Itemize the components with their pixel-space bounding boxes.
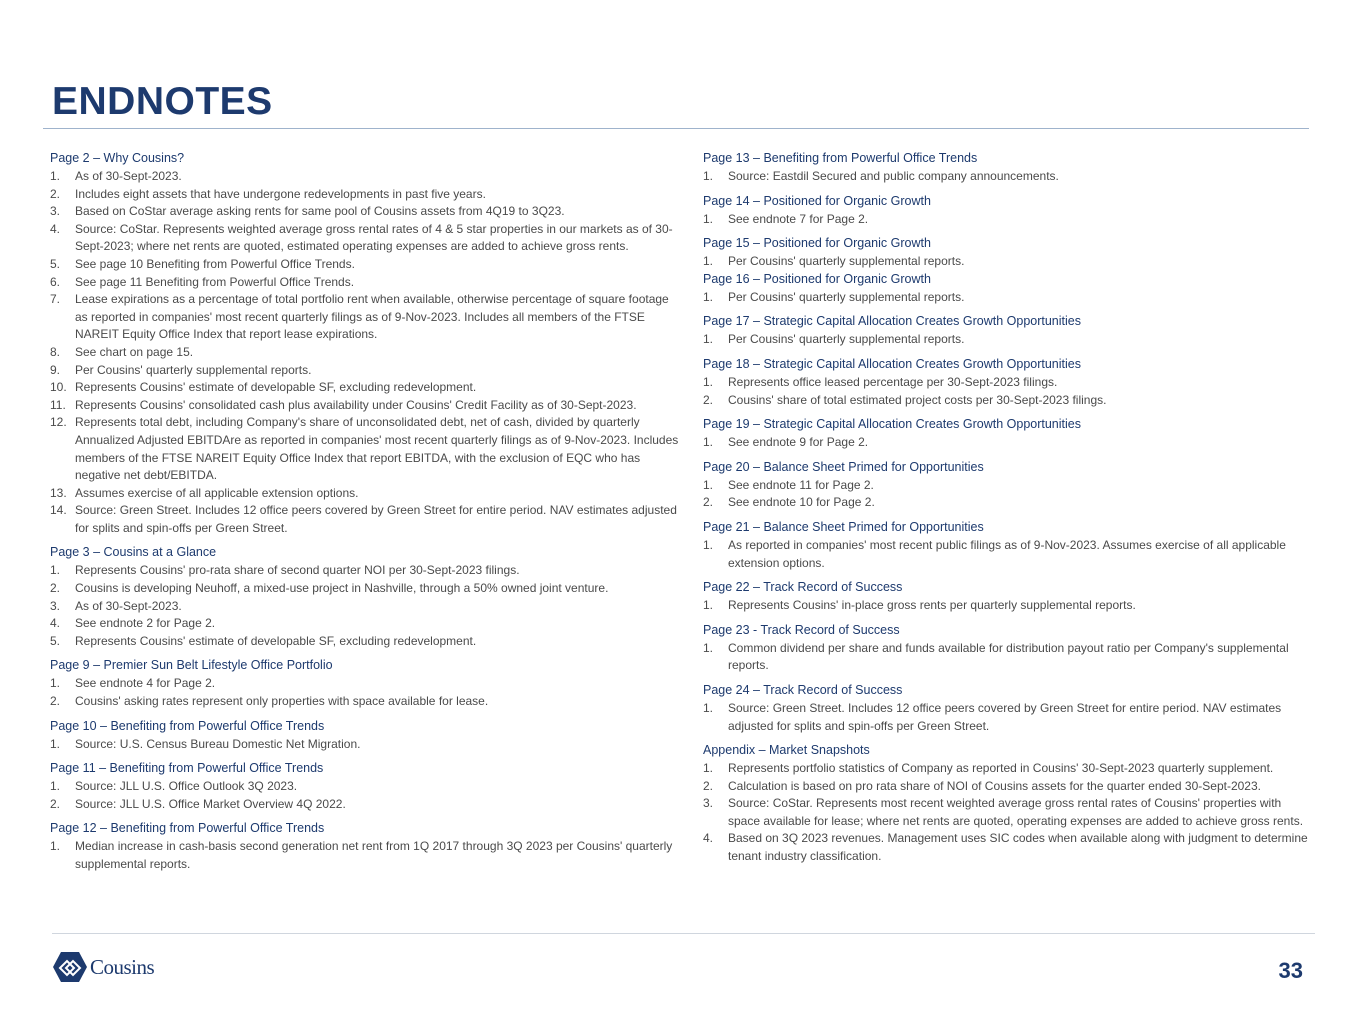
endnote-text: Source: Green Street. Includes 12 office peers covered by Green Street for entire period. NAV estimates adjusted for splits and spin-offs per Green Street.: [75, 503, 677, 535]
endnote-number: 1.: [703, 700, 714, 715]
endnote-number: 5.: [50, 256, 61, 271]
endnote-section: [50, 150, 680, 537]
endnote-number: 12.: [50, 415, 67, 430]
endnote-section: [703, 150, 1308, 186]
endnote-list: [703, 374, 1308, 409]
section-heading: Page 14 – Positioned for Organic Growth: [703, 193, 931, 208]
endnote-list: [703, 253, 1308, 271]
endnote-item: [703, 253, 1308, 271]
endnote-number: 4.: [703, 831, 714, 846]
endnote-number: 1.: [50, 169, 61, 183]
endnote-section: [50, 718, 680, 754]
endnote-section: [50, 544, 680, 650]
endnote-item: [50, 256, 680, 274]
endnote-number: 1.: [703, 598, 714, 613]
endnote-text: Represents Cousins' consolidated cash plus availability under Cousins' Credit Facility as of 30-Sept-2023.: [75, 397, 637, 412]
endnote-number: 8.: [50, 344, 61, 359]
endnote-item: [50, 615, 680, 633]
section-heading: Page 20 – Balance Sheet Primed for Opportunities: [703, 459, 984, 474]
endnote-text: Per Cousins' quarterly supplemental reports.: [728, 254, 965, 269]
endnote-list: [50, 778, 680, 813]
endnote-section: [703, 313, 1308, 349]
endnote-item: [50, 633, 680, 651]
section-heading: Appendix – Market Snapshots: [703, 743, 870, 758]
endnote-number: 13.: [50, 485, 67, 500]
endnote-list: [703, 537, 1308, 572]
endnote-number: 2.: [50, 694, 61, 709]
endnote-text: Cousins' share of total estimated project costs per 30-Sept-2023 filings.: [728, 392, 1107, 407]
endnote-number: 1.: [703, 537, 714, 552]
endnote-text: See endnote 7 for Page 2.: [728, 211, 869, 226]
endnote-text: See endnote 11 for Page 2.: [728, 477, 874, 492]
endnote-item: [50, 693, 680, 711]
endnote-number: 1.: [703, 289, 714, 304]
endnote-item: [50, 291, 680, 344]
endnote-list: [703, 168, 1308, 186]
endnote-text: Source: CoStar. Represents weighted average gross rental rates of 4 & 5 star properties in our markets as of 30-Sept-2023; where net rents are quoted, estimated operating expenses are added to achieve gross rents.: [75, 221, 673, 254]
endnote-item: [50, 274, 680, 292]
endnote-list: [50, 675, 680, 710]
endnote-item: [703, 211, 1308, 229]
endnote-number: 1.: [50, 676, 61, 691]
endnotes-right-column: [703, 150, 1308, 873]
section-heading: Page 11 – Benefiting from Powerful Office Trends: [50, 761, 324, 776]
endnote-text: Represents Cousins' pro-rata share of second quarter NOI per 30-Sept-2023 filings.: [75, 563, 520, 578]
endnote-number: 3.: [703, 796, 714, 811]
endnote-list: [50, 168, 680, 537]
endnote-text: See endnote 2 for Page 2.: [75, 616, 216, 631]
endnote-number: 1.: [703, 640, 714, 655]
endnote-text: Per Cousins' quarterly supplemental reports.: [728, 332, 965, 347]
section-heading: Page 9 – Premier Sun Belt Lifestyle Office Portfolio: [50, 658, 333, 673]
endnote-text: Assumes exercise of all applicable extension options.: [75, 485, 359, 500]
endnote-text: Represents total debt, including Company's share of unconsolidated debt, net of cash, divided by quarterly Annualized Adjusted EBITDAre as reported in companies' most recent quarterly filings as of 9-Nov-2023. Includes members of the FTSE NAREIT Equity Office Index that report EBITDA, with the exclusion of EQC who has negative net debt/EBITDA.: [75, 415, 679, 483]
endnote-text: Cousins is developing Neuhoff, a mixed-use project in Nashville, through a 50% owned joint venture.: [75, 581, 609, 596]
endnote-list: [50, 736, 680, 754]
endnote-item: [50, 796, 680, 814]
section-heading: Page 19 – Strategic Capital Allocation Creates Growth Opportunities: [703, 417, 1081, 432]
endnote-item: [50, 778, 680, 796]
endnote-text: Based on CoStar average asking rents for same pool of Cousins assets from 4Q19 to 3Q23.: [75, 204, 565, 219]
endnote-item: [50, 344, 680, 362]
endnote-list: [703, 331, 1308, 349]
endnote-item: [50, 562, 680, 580]
endnote-item: [703, 477, 1308, 495]
endnote-item: [50, 397, 680, 415]
endnote-item: [703, 778, 1308, 796]
endnote-number: 1.: [703, 332, 714, 347]
endnote-text: Median increase in cash-basis second generation net rent from 1Q 2017 through 3Q 2023 per Cousins' quarterly supplemental reports.: [75, 839, 673, 871]
endnote-number: 5.: [50, 633, 61, 648]
endnote-number: 1.: [703, 374, 714, 389]
endnote-list: [703, 434, 1308, 452]
endnote-section: [703, 742, 1308, 866]
endnote-section: [50, 820, 680, 873]
endnote-item: [50, 221, 680, 256]
endnote-list: [703, 289, 1308, 307]
endnote-section: [703, 459, 1308, 512]
endnote-list: [50, 562, 680, 650]
endnote-item: [50, 502, 680, 537]
endnote-text: As reported in companies' most recent public filings as of 9-Nov-2023. Assumes exercise of all applicable extension options.: [728, 537, 1286, 570]
section-heading: Page 16 – Positioned for Organic Growth: [703, 271, 931, 286]
endnote-text: Calculation is based on pro rata share of NOI of Cousins assets for the quarter ended 30-Sept-2023.: [728, 778, 1261, 793]
page-title: ENDNOTES: [52, 80, 273, 123]
endnote-number: 2.: [50, 186, 61, 201]
logo-wordmark: Cousins: [90, 954, 155, 979]
endnote-item: [703, 331, 1308, 349]
endnote-item: [50, 675, 680, 693]
endnote-text: As of 30-Sept-2023.: [75, 169, 182, 183]
endnote-text: Cousins' asking rates represent only properties with space available for lease.: [75, 694, 489, 709]
endnote-section: [703, 193, 1308, 229]
endnote-number: 1.: [703, 169, 714, 183]
endnote-number: 4.: [50, 221, 61, 236]
page-number: 33: [1278, 958, 1303, 983]
footer-divider: [52, 933, 1315, 934]
endnote-number: 1.: [703, 477, 714, 492]
endnote-text: Per Cousins' quarterly supplemental reports.: [75, 362, 312, 377]
endnote-list: [703, 760, 1308, 866]
endnote-item: [703, 374, 1308, 392]
section-heading: Page 15 – Positioned for Organic Growth: [703, 236, 931, 251]
section-heading: Page 22 – Track Record of Success: [703, 580, 903, 595]
endnote-item: [703, 494, 1308, 512]
section-heading: Page 10 – Benefiting from Powerful Office Trends: [50, 718, 325, 733]
endnote-text: Lease expirations as a percentage of total portfolio rent when available, otherwise percentage of square footage as reported in companies' most recent quarterly filings as of 9-Nov-2023. Includes all members of the FTSE NAREIT Equity Office Index that report lease expirations.: [75, 292, 669, 342]
endnote-section: [703, 622, 1308, 675]
endnote-number: 1.: [703, 435, 714, 450]
endnotes-left-column: [50, 150, 680, 881]
endnote-section: [703, 416, 1308, 452]
endnote-text: Source: CoStar. Represents most recent weighted average gross rental rates of Cousins' properties with space available for lease; where net rents are quoted, operating expenses are added to achieve gross rents.: [728, 796, 1304, 828]
endnote-number: 14.: [50, 503, 67, 518]
endnote-text: See page 10 Benefiting from Powerful Office Trends.: [75, 256, 355, 271]
endnote-item: [50, 168, 680, 186]
endnote-number: 2.: [703, 392, 714, 407]
section-heading: Page 2 – Why Cousins?: [50, 151, 185, 165]
section-heading: Page 24 – Track Record of Success: [703, 682, 903, 697]
endnote-item: [703, 289, 1308, 307]
endnote-number: 3.: [50, 598, 61, 613]
endnote-list: [50, 838, 680, 873]
endnote-item: [703, 830, 1308, 865]
endnote-item: [703, 760, 1308, 778]
endnote-number: 2.: [703, 778, 714, 793]
endnote-text: See page 11 Benefiting from Powerful Office Trends.: [75, 274, 355, 289]
endnote-text: Represents Cousins' in-place gross rents per quarterly supplemental reports.: [728, 598, 1136, 613]
endnote-number: 1.: [703, 211, 714, 226]
endnote-text: Source: Eastdil Secured and public company announcements.: [728, 169, 1059, 183]
endnote-item: [50, 186, 680, 204]
endnote-number: 11.: [50, 397, 66, 412]
endnote-list: [703, 700, 1308, 735]
endnote-item: [703, 168, 1308, 186]
endnote-list: [703, 477, 1308, 512]
endnote-item: [703, 795, 1308, 830]
endnote-number: 9.: [50, 362, 61, 377]
section-heading: Page 17 – Strategic Capital Allocation Creates Growth Opportunities: [703, 314, 1081, 329]
section-heading: Page 21 – Balance Sheet Primed for Opportunities: [703, 519, 984, 534]
endnote-section: [703, 579, 1308, 615]
section-heading: Page 18 – Strategic Capital Allocation Creates Growth Opportunities: [703, 356, 1081, 371]
endnote-number: 3.: [50, 204, 61, 219]
company-logo: [52, 951, 154, 983]
endnote-list: [703, 597, 1308, 615]
endnote-text: Common dividend per share and funds available for distribution payout ratio per Company's supplemental reports.: [728, 640, 1289, 673]
endnote-section: [703, 271, 1308, 307]
endnote-item: [703, 640, 1308, 675]
endnote-item: [50, 362, 680, 380]
section-heading: Page 12 – Benefiting from Powerful Office Trends: [50, 821, 325, 836]
endnote-text: See endnote 9 for Page 2.: [728, 435, 869, 450]
endnote-section: [703, 682, 1308, 735]
endnote-number: 7.: [50, 292, 61, 307]
endnote-section: [703, 356, 1308, 409]
endnote-item: [50, 414, 680, 484]
endnote-text: Source: JLL U.S. Office Market Overview 4Q 2022.: [75, 796, 346, 811]
endnote-number: 1.: [703, 761, 714, 776]
section-heading: Page 23 - Track Record of Success: [703, 622, 900, 637]
endnote-item: [703, 434, 1308, 452]
endnote-text: Includes eight assets that have undergone redevelopments in past five years.: [75, 186, 486, 201]
endnote-item: [703, 700, 1308, 735]
endnote-item: [50, 485, 680, 503]
endnote-item: [50, 379, 680, 397]
endnote-text: See chart on page 15.: [75, 344, 194, 359]
endnote-item: [50, 203, 680, 221]
endnote-item: [50, 736, 680, 754]
endnote-item: [703, 392, 1308, 410]
endnote-text: Represents portfolio statistics of Company as reported in Cousins' 30-Sept-2023 quarterly supplement.: [728, 761, 1274, 776]
endnote-number: 2.: [703, 495, 714, 510]
endnote-section: [703, 235, 1308, 271]
endnote-item: [703, 597, 1308, 615]
endnote-text: See endnote 10 for Page 2.: [728, 495, 875, 510]
endnote-item: [50, 598, 680, 616]
endnote-text: Based on 3Q 2023 revenues. Management uses SIC codes when available along with judgment to determine tenant industry classification.: [728, 831, 1308, 864]
endnote-text: As of 30-Sept-2023.: [75, 598, 182, 613]
endnote-text: See endnote 4 for Page 2.: [75, 676, 216, 691]
endnote-text: Represents office leased percentage per 30-Sept-2023 filings.: [728, 374, 1058, 389]
title-divider: [43, 128, 1309, 129]
cousins-logo-icon: [52, 951, 88, 983]
endnote-number: 6.: [50, 274, 61, 289]
endnote-number: 1.: [50, 779, 61, 794]
endnote-item: [703, 537, 1308, 572]
endnote-number: 1.: [50, 839, 61, 854]
endnote-number: 1.: [50, 736, 61, 751]
endnote-number: 2.: [50, 796, 61, 811]
endnote-section: [50, 657, 680, 710]
endnote-list: [703, 640, 1308, 675]
endnote-number: 1.: [50, 563, 61, 578]
endnote-list: [703, 211, 1308, 229]
endnote-text: Represents Cousins' estimate of developable SF, excluding redevelopment.: [75, 380, 477, 395]
endnote-text: Represents Cousins' estimate of developable SF, excluding redevelopment.: [75, 633, 477, 648]
section-heading: Page 3 – Cousins at a Glance: [50, 545, 217, 560]
endnote-text: Per Cousins' quarterly supplemental reports.: [728, 289, 965, 304]
endnote-item: [50, 580, 680, 598]
endnote-section: [703, 519, 1308, 572]
section-heading: Page 13 – Benefiting from Powerful Office Trends: [703, 151, 978, 165]
endnote-section: [50, 760, 680, 813]
endnote-number: 4.: [50, 616, 61, 631]
endnote-number: 1.: [703, 254, 714, 269]
endnote-text: Source: Green Street. Includes 12 office peers covered by Green Street for entire period. NAV estimates adjusted for splits and spin-offs per Green Street.: [728, 700, 1282, 733]
endnote-number: 10.: [50, 380, 67, 395]
endnote-text: Source: JLL U.S. Office Outlook 3Q 2023.: [75, 779, 298, 794]
endnote-item: [50, 838, 680, 873]
endnote-number: 2.: [50, 581, 61, 596]
endnote-text: Source: U.S. Census Bureau Domestic Net Migration.: [75, 736, 361, 751]
